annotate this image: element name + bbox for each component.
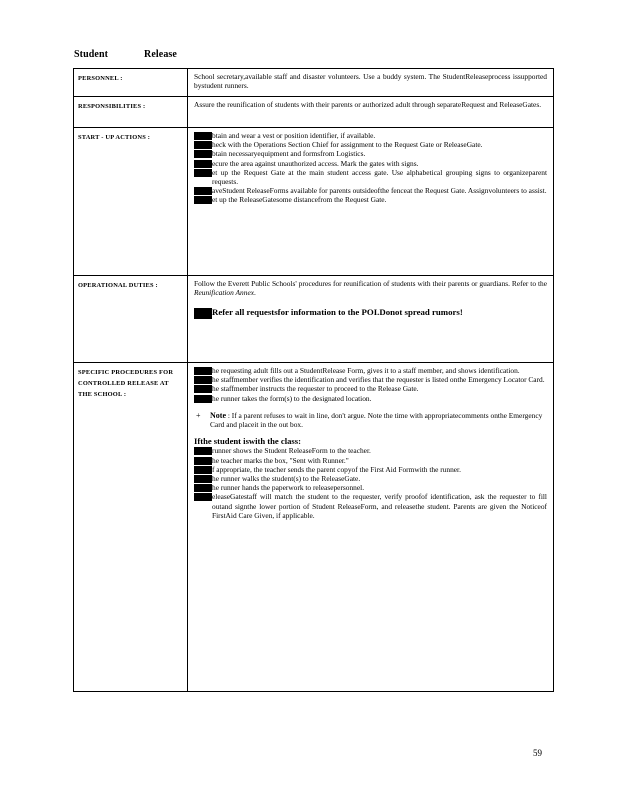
page-title: [74, 49, 177, 60]
list-item: runner shows the Student ReleaseForm to the teacher.: [194, 446, 547, 455]
note: + Note : If a parent refuses to wait in line, don't argue. Note the time with appropriatecomments onthe Emergency Card and placeit in the out box.: [196, 410, 543, 430]
redaction-block: [194, 367, 212, 375]
page-title-part-2: Release: [144, 49, 177, 60]
row-startup: [74, 128, 554, 276]
redaction-block: [194, 457, 212, 465]
list-item: eleaseGatestaff will match the student to the requester, verify proofof identification, ask the requester to fill outand signthe lower portion of Student ReleaseForm, and releasethe student. Parents are given the Noticeof FirstAid Care Given, if applicable.: [194, 492, 547, 520]
list-item: btain and wear a vest or position identifier, if available.: [194, 131, 547, 140]
content-specific: [188, 363, 554, 692]
page-title-part-1: Student: [74, 49, 109, 60]
redaction-block: [194, 493, 212, 501]
content-personnel: School secretary,available staff and disaster volunteers. Use a buddy system. The StudentReleaseprocess issupported bystudent runners.: [188, 69, 554, 97]
procedure-table: [73, 68, 554, 692]
redaction-block: [194, 160, 212, 168]
redaction-block: [194, 169, 212, 177]
row-responsibilities: [74, 97, 554, 128]
plus-icon: +: [196, 410, 201, 420]
redaction-block: [194, 484, 212, 492]
list-item: ecure the area against unauthorized access. Mark the gates with signs.: [194, 159, 547, 168]
list-item: et up the ReleaseGatesome distancefrom the Request Gate.: [194, 195, 547, 204]
redaction-block: [194, 475, 212, 483]
row-specific: [74, 363, 554, 692]
content-operational: [188, 276, 554, 363]
list-item: he staffmember instructs the requester to proceed to the Release Gate.: [194, 384, 547, 393]
redaction-block: [194, 395, 212, 403]
list-item: he runner takes the form(s) to the designated location.: [194, 394, 547, 403]
list-item: btain necessaryequipment and formsfrom Logistics.: [194, 149, 547, 158]
redaction-block: [194, 150, 212, 158]
redaction-block: [194, 385, 212, 393]
content-startup: [188, 128, 554, 276]
list-item: he runner hands the paperwork to releasepersonnel.: [194, 483, 547, 492]
label-personnel: PERSONNEL :: [74, 69, 188, 97]
redaction-block: [194, 141, 212, 149]
list-item: he teacher marks the box, "Sent with Runner.": [194, 456, 547, 465]
list-item: he staffmember verifies the identification and verifies that the requester is listed onthe Emergency Locator Card.: [194, 375, 547, 384]
page-number: 59: [533, 748, 542, 758]
redaction-block: [194, 466, 212, 474]
row-personnel: [74, 69, 554, 97]
list-item: he runner walks the student(s) to the ReleaseGate.: [194, 474, 547, 483]
rumor-warning: Refer all requestsfor information to the POI.Donot spread rumors!: [194, 307, 547, 319]
redaction-block: [194, 196, 212, 204]
list-item: he requesting adult fills out a StudentRelease Form, gives it to a staff member, and shows identification.: [194, 366, 547, 375]
redaction-block: [194, 187, 212, 195]
label-responsibilities: RESPONSIBILITIES :: [74, 97, 188, 128]
list-item: aveStudent ReleaseForms available for parents outsideofthe fenceat the Request Gate. Assignvolunteers to assist.: [194, 186, 547, 195]
list-item: f appropriate, the teacher sends the parent copyof the First Aid Formwith the runner.: [194, 465, 547, 474]
list-item: et up the Request Gate at the main student access gate. Use alphabetical grouping signs to organizeparent requests.: [194, 168, 547, 186]
redaction-block: [194, 132, 212, 140]
label-operational: OPERATIONAL DUTIES :: [74, 276, 188, 363]
label-startup: START - UP ACTIONS :: [74, 128, 188, 276]
content-responsibilities: Assure the reunification of students with their parents or authorized adult through separateRequest and ReleaseGates.: [188, 97, 554, 128]
list-item: heck with the Operations Section Chief for assignment to the Request Gate or ReleaseGate.: [194, 140, 547, 149]
row-operational: [74, 276, 554, 363]
class-subheading: Ifthe student iswith the class:: [194, 436, 301, 447]
redaction-block: [194, 376, 212, 384]
label-specific: SPECIFIC PROCEDURES FOR CONTROLLED RELEASE AT THE SCHOOL :: [74, 363, 188, 692]
redaction-block: [194, 308, 212, 319]
operational-paragraph: Follow the Everett Public Schools' procedures for reunification of students with their parents or guardians. Refer to the Reunification Annex.: [194, 279, 547, 298]
redaction-block: [194, 447, 212, 455]
